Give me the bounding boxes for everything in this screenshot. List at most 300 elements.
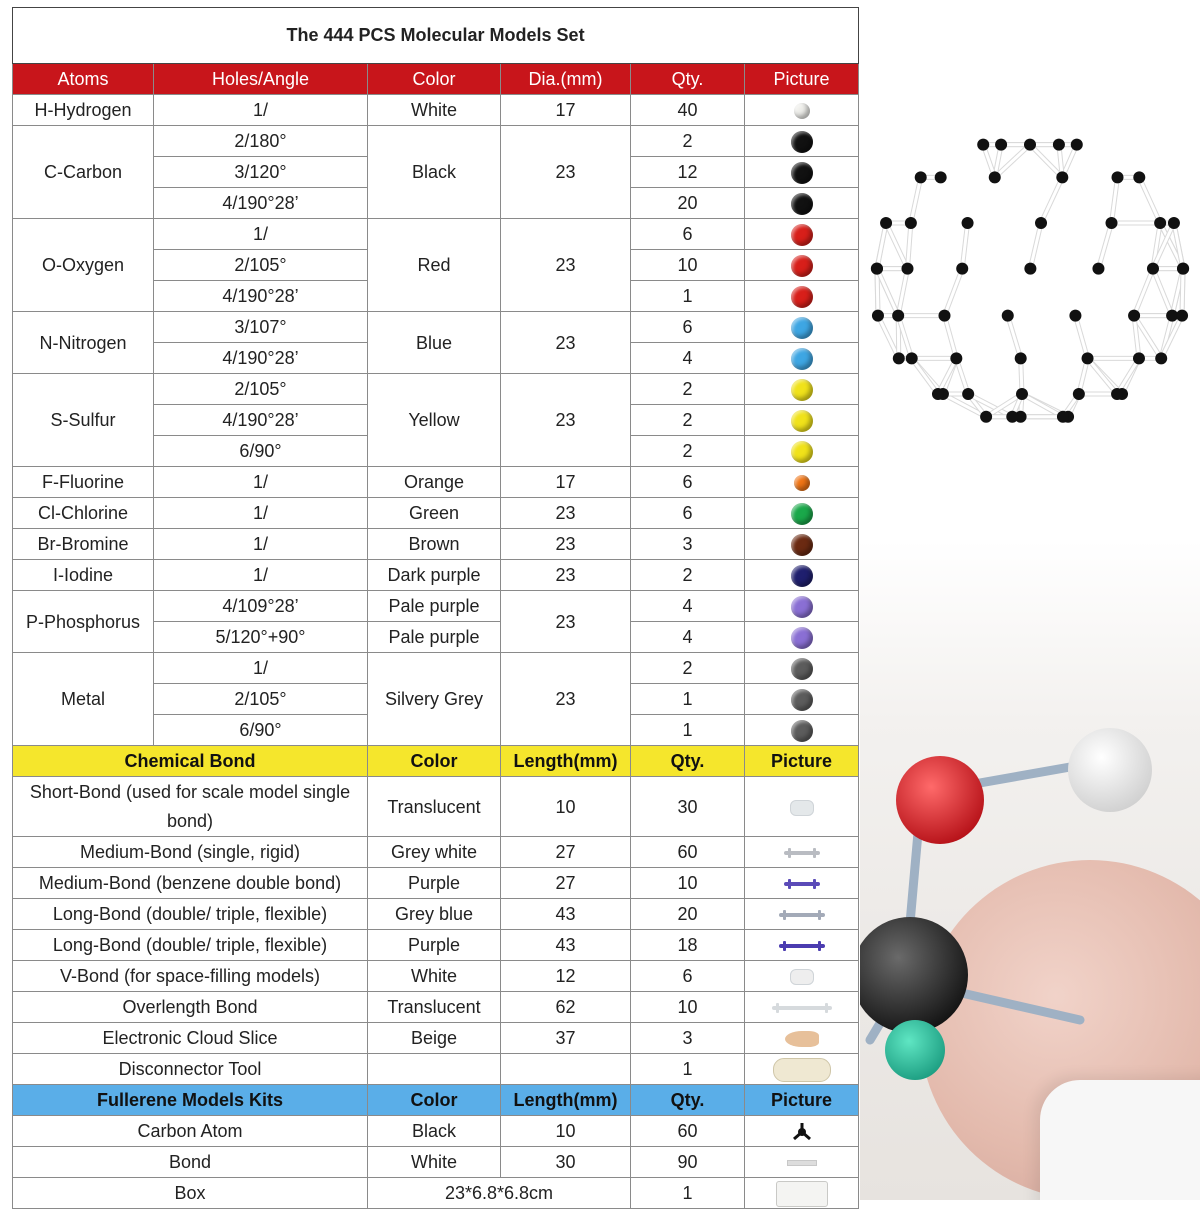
atom-ball-icon [791, 224, 813, 246]
bond-qty: 6 [631, 961, 745, 992]
fullerene-carbon-atom [1111, 388, 1123, 400]
bond-icon [787, 1160, 817, 1166]
atom-ball-icon [791, 689, 813, 711]
atom-picture [745, 188, 859, 219]
fullerene-carbon-atom [1133, 352, 1145, 364]
fullerene-carbon-atom [956, 263, 968, 275]
bond-length: 43 [501, 930, 631, 961]
molecule-model-image [860, 700, 1200, 1200]
atom-ball-icon [791, 565, 813, 587]
atom-ball-icon [794, 475, 810, 491]
atom-ball-icon [791, 410, 813, 432]
fullerene-color: White [368, 1147, 501, 1178]
bond-row [13, 992, 859, 1023]
fullerene-color: Black [368, 1116, 501, 1147]
holes-angle: 1/ [154, 219, 368, 250]
atom-row [13, 529, 859, 560]
bond-length: 43 [501, 899, 631, 930]
fullerene-carbon-atom [1106, 217, 1118, 229]
table-title: The 444 PCS Molecular Models Set [13, 8, 859, 64]
fullerene-header-cell: Fullerene Models Kits [13, 1085, 368, 1116]
bond-length: 37 [501, 1023, 631, 1054]
bond-color: Grey blue [368, 899, 501, 930]
atom-qty: 6 [631, 312, 745, 343]
fullerene-carbon-atom [935, 171, 947, 183]
atom-picture [745, 95, 859, 126]
holes-angle: 1/ [154, 498, 368, 529]
atom-picture [745, 467, 859, 498]
atom-qty: 20 [631, 188, 745, 219]
bond-name: V-Bond (for space-filling models) [13, 961, 368, 992]
atoms-header-cell: Picture [745, 64, 859, 95]
atoms-header-cell: Dia.(mm) [501, 64, 631, 95]
atom-diameter: 23 [501, 560, 631, 591]
holes-angle: 6/90° [154, 436, 368, 467]
bond-picture [745, 930, 859, 961]
atom-diameter: 23 [501, 219, 631, 312]
holes-angle: 1/ [154, 560, 368, 591]
atom-qty: 40 [631, 95, 745, 126]
bond-name: Medium-Bond (benzene double bond) [13, 868, 368, 899]
atom-ball-icon [791, 534, 813, 556]
atom-qty: 2 [631, 405, 745, 436]
fullerene-bond-rod-highlight [1134, 269, 1153, 316]
holes-angle: 4/190°28’ [154, 188, 368, 219]
bond-row [13, 868, 859, 899]
fullerene-bond-rod-highlight [1022, 394, 1063, 417]
fullerene-header-row [13, 1085, 859, 1116]
fullerene-dimensions: 23*6.8*6.8cm [368, 1178, 631, 1209]
atom-color: Green [368, 498, 501, 529]
atom-ball-icon [791, 317, 813, 339]
short-bond-icon [790, 800, 814, 816]
atom-ball-icon [794, 103, 810, 119]
atom-row [13, 591, 859, 622]
fullerene-carbon-atom [1024, 139, 1036, 151]
fullerene-row [13, 1147, 859, 1178]
long-bond-icon [779, 913, 825, 917]
atoms-header-cell: Atoms [13, 64, 154, 95]
atom-diameter: 17 [501, 95, 631, 126]
disconnector-tool-icon [773, 1058, 831, 1082]
atom-ball-icon [791, 596, 813, 618]
bond-row [13, 837, 859, 868]
atom-ball-icon [791, 658, 813, 680]
atom-qty: 1 [631, 281, 745, 312]
atom-name: H-Hydrogen [13, 95, 154, 126]
atom-qty: 4 [631, 343, 745, 374]
atom-qty: 2 [631, 560, 745, 591]
bond-name: Medium-Bond (single, rigid) [13, 837, 368, 868]
fullerene-qty: 90 [631, 1147, 745, 1178]
fullerene-carbon-atom [1056, 171, 1068, 183]
atom-color: Dark purple [368, 560, 501, 591]
atom-ball-icon [791, 193, 813, 215]
atom-ball-icon [791, 348, 813, 370]
carbon-atom-icon [791, 1121, 813, 1141]
atom-diameter: 17 [501, 467, 631, 498]
fullerene-bond-rod-highlight [1075, 316, 1087, 359]
fullerene-carbon-atom [1015, 352, 1027, 364]
holes-angle: 2/105° [154, 374, 368, 405]
fullerene-bond-rod-highlight [944, 269, 962, 316]
fullerene-carbon-atom [950, 352, 962, 364]
purple-bond-icon [784, 882, 820, 886]
atom-diameter: 23 [501, 374, 631, 467]
holes-angle: 3/107° [154, 312, 368, 343]
fullerene-name: Box [13, 1178, 368, 1209]
atom-name: F-Fluorine [13, 467, 154, 498]
fullerene-carbon-atom [872, 310, 884, 322]
atom-name: P-Phosphorus [13, 591, 154, 653]
fullerene-carbon-atom [1082, 352, 1094, 364]
fullerene-picture [745, 1147, 859, 1178]
holes-angle: 1/ [154, 467, 368, 498]
atom-row [13, 467, 859, 498]
bond-row [13, 930, 859, 961]
fullerene-carbon-atom [1002, 310, 1014, 322]
bond-color [368, 1054, 501, 1085]
atom-name: O-Oxygen [13, 219, 154, 312]
atom-name: N-Nitrogen [13, 312, 154, 374]
atom-row [13, 653, 859, 684]
holes-angle: 1/ [154, 653, 368, 684]
atom-qty: 4 [631, 622, 745, 653]
atom-qty: 1 [631, 684, 745, 715]
atoms-header-row [13, 64, 859, 95]
fullerene-qty: 1 [631, 1178, 745, 1209]
fullerene-bond-rod-highlight [944, 316, 956, 359]
fullerene-name: Bond [13, 1147, 368, 1178]
bond-picture [745, 837, 859, 868]
holes-angle: 2/105° [154, 250, 368, 281]
fullerene-row [13, 1178, 859, 1209]
fullerene-bond-rod-highlight [1008, 316, 1021, 359]
bond-picture [745, 992, 859, 1023]
atom-ball-icon [791, 162, 813, 184]
atom-qty: 6 [631, 467, 745, 498]
fullerene-bond-rod-highlight [898, 269, 907, 316]
holes-angle: 1/ [154, 95, 368, 126]
bond-color: Grey white [368, 837, 501, 868]
atom-picture [745, 684, 859, 715]
atom-row [13, 374, 859, 405]
bond-header-row [13, 746, 859, 777]
bond-name: Electronic Cloud Slice [13, 1023, 368, 1054]
atom-ball-icon [791, 627, 813, 649]
fullerene-picture [745, 1116, 859, 1147]
atom-picture [745, 343, 859, 374]
fullerene-carbon-atom [1016, 388, 1028, 400]
bond-name: Long-Bond (double/ triple, flexible) [13, 930, 368, 961]
fullerene-bond-rod-highlight [1088, 358, 1118, 394]
atom-qty: 3 [631, 529, 745, 560]
fullerene-qty: 60 [631, 1116, 745, 1147]
fullerene-bond-rod-highlight [912, 358, 938, 394]
atom-picture [745, 715, 859, 746]
atom-picture [745, 157, 859, 188]
atom-name: Metal [13, 653, 154, 746]
atom-color: Brown [368, 529, 501, 560]
atom-name: Br-Bromine [13, 529, 154, 560]
fullerene-carbon-atom [880, 217, 892, 229]
cloud-slice-icon [785, 1031, 819, 1047]
bond-length: 62 [501, 992, 631, 1023]
atom-diameter: 23 [501, 126, 631, 219]
fullerene-carbon-atom [1168, 217, 1180, 229]
parts-table [12, 7, 859, 1209]
medium-bond-icon [784, 851, 820, 855]
fullerene-carbon-atom [1155, 352, 1167, 364]
fullerene-carbon-atom [1177, 263, 1189, 275]
atom-qty: 2 [631, 374, 745, 405]
fullerene-carbon-atom [1073, 388, 1085, 400]
bond-qty: 1 [631, 1054, 745, 1085]
fullerene-bond-rod-highlight [1139, 177, 1160, 223]
fullerene-carbon-atom [995, 139, 1007, 151]
fullerene-length: 30 [501, 1147, 631, 1178]
holes-angle: 1/ [154, 529, 368, 560]
fullerene-carbon-atom [1057, 411, 1069, 423]
bond-header-cell: Qty. [631, 746, 745, 777]
holes-angle: 2/105° [154, 684, 368, 715]
fullerene-picture [745, 1178, 859, 1209]
fullerene-bond-rod-highlight [886, 223, 907, 269]
fullerene-carbon-atom [1128, 310, 1140, 322]
atom-qty: 12 [631, 157, 745, 188]
fullerene-carbon-atom [989, 171, 1001, 183]
bond-length: 12 [501, 961, 631, 992]
atom-picture [745, 436, 859, 467]
fullerene-model-image [860, 80, 1200, 500]
atom-ball-icon [791, 720, 813, 742]
bond-name: Short-Bond (used for scale model single bond) [13, 777, 368, 837]
atom-picture [745, 126, 859, 157]
fullerene-name: Carbon Atom [13, 1116, 368, 1147]
bond-header-cell: Length(mm) [501, 746, 631, 777]
bond-qty: 18 [631, 930, 745, 961]
bond-picture [745, 961, 859, 992]
product-photo [860, 0, 1200, 1200]
atom-picture [745, 219, 859, 250]
atom-name: I-Iodine [13, 560, 154, 591]
fullerene-length: 10 [501, 1116, 631, 1147]
bond-length: 27 [501, 868, 631, 899]
fullerene-header-cell: Color [368, 1085, 501, 1116]
fullerene-carbon-atom [1147, 263, 1159, 275]
bond-qty: 60 [631, 837, 745, 868]
atom-qty: 2 [631, 436, 745, 467]
holes-angle: 6/90° [154, 715, 368, 746]
bond-color: Purple [368, 868, 501, 899]
parts-table-wrapper [12, 7, 858, 1209]
box-icon [776, 1181, 828, 1207]
holes-angle: 4/190°28’ [154, 343, 368, 374]
fullerene-carbon-atom [1024, 263, 1036, 275]
fullerene-carbon-atom [1092, 263, 1104, 275]
atom-row [13, 219, 859, 250]
fullerene-carbon-atom [1112, 171, 1124, 183]
atom-name: C-Carbon [13, 126, 154, 219]
atom-qty: 6 [631, 219, 745, 250]
fullerene-carbon-atom [1006, 411, 1018, 423]
fullerene-bond-rod-highlight [1030, 223, 1041, 269]
fullerene-carbon-atom [980, 411, 992, 423]
atoms-header-cell: Color [368, 64, 501, 95]
atom-color: Silvery Grey [368, 653, 501, 746]
holes-angle: 2/180° [154, 126, 368, 157]
holes-angle: 4/190°28’ [154, 281, 368, 312]
bond-row [13, 1023, 859, 1054]
fullerene-carbon-atom [1154, 217, 1166, 229]
atom-qty: 6 [631, 498, 745, 529]
bond-name: Disconnector Tool [13, 1054, 368, 1085]
fullerene-bond-rod-highlight [911, 177, 921, 223]
fullerene-bond-rod-highlight [1041, 177, 1062, 223]
fullerene-bond-rod-highlight [1153, 269, 1172, 316]
atom-color: Orange [368, 467, 501, 498]
atom-picture [745, 281, 859, 312]
fullerene-carbon-atom [906, 352, 918, 364]
holes-angle: 4/190°28’ [154, 405, 368, 436]
atom-row [13, 126, 859, 157]
bond-qty: 30 [631, 777, 745, 837]
atom-ball-icon [791, 255, 813, 277]
bond-picture [745, 1054, 859, 1085]
bond-header-cell: Picture [745, 746, 859, 777]
atoms-header-cell: Holes/Angle [154, 64, 368, 95]
atom-picture [745, 529, 859, 560]
title-row [13, 8, 859, 64]
holes-angle: 4/109°28’ [154, 591, 368, 622]
atom-color: Pale purple [368, 591, 501, 622]
long-purple-bond-icon [779, 944, 825, 948]
atom-diameter: 23 [501, 653, 631, 746]
fullerene-header-cell: Qty. [631, 1085, 745, 1116]
fullerene-bond-rod-highlight [1098, 223, 1111, 269]
fullerene-carbon-atom [893, 352, 905, 364]
bond-length: 27 [501, 837, 631, 868]
fullerene-bond-rod-highlight [878, 316, 899, 359]
fullerene-header-cell: Picture [745, 1085, 859, 1116]
fullerene-carbon-atom [962, 388, 974, 400]
bond-row [13, 899, 859, 930]
bond-qty: 10 [631, 868, 745, 899]
fullerene-carbon-atom [977, 139, 989, 151]
atom-color: Pale purple [368, 622, 501, 653]
atom-ball-icon [791, 503, 813, 525]
bond-picture [745, 777, 859, 837]
bond-picture [745, 899, 859, 930]
atom-picture [745, 498, 859, 529]
atom-ball-icon [791, 131, 813, 153]
fullerene-carbon-atom [905, 217, 917, 229]
bond-row [13, 777, 859, 837]
atom-color: Black [368, 126, 501, 219]
atom-row [13, 560, 859, 591]
fullerene-row [13, 1116, 859, 1147]
atom-picture [745, 374, 859, 405]
bond-length: 10 [501, 777, 631, 837]
atom-qty: 10 [631, 250, 745, 281]
atom-diameter: 23 [501, 529, 631, 560]
atom-picture [745, 312, 859, 343]
atom-picture [745, 560, 859, 591]
fullerene-carbon-atom [892, 310, 904, 322]
bond-header-cell: Color [368, 746, 501, 777]
atom-diameter: 23 [501, 312, 631, 374]
bond-picture [745, 868, 859, 899]
fullerene-carbon-atom [1133, 171, 1145, 183]
bond-color: Translucent [368, 777, 501, 837]
bond-row [13, 1054, 859, 1085]
atom-name: Cl-Chlorine [13, 498, 154, 529]
v-bond-icon [790, 969, 814, 985]
bond-qty: 10 [631, 992, 745, 1023]
fullerene-bond-rod-highlight [877, 223, 886, 269]
bond-header-cell: Chemical Bond [13, 746, 368, 777]
fullerene-bond-rod-highlight [1182, 269, 1183, 316]
atom-row [13, 312, 859, 343]
bond-qty: 3 [631, 1023, 745, 1054]
atom-name: S-Sulfur [13, 374, 154, 467]
atom-row [13, 95, 859, 126]
bond-picture [745, 1023, 859, 1054]
atom-row [13, 498, 859, 529]
atom-qty: 1 [631, 715, 745, 746]
bond-color: White [368, 961, 501, 992]
bond-length [501, 1054, 631, 1085]
fullerene-carbon-atom [1069, 310, 1081, 322]
atom-color: Red [368, 219, 501, 312]
bond-row [13, 961, 859, 992]
fullerene-carbon-atom [1035, 217, 1047, 229]
fullerene-carbon-atom [938, 310, 950, 322]
fullerene-carbon-atom [1071, 139, 1083, 151]
atom-color: White [368, 95, 501, 126]
atom-diameter: 23 [501, 591, 631, 653]
atom-qty: 2 [631, 126, 745, 157]
bond-color: Purple [368, 930, 501, 961]
holes-angle: 5/120°+90° [154, 622, 368, 653]
atom-picture [745, 405, 859, 436]
bond-name: Long-Bond (double/ triple, flexible) [13, 899, 368, 930]
bond-name: Overlength Bond [13, 992, 368, 1023]
atom-ball-icon [791, 379, 813, 401]
fullerene-carbon-atom [901, 263, 913, 275]
holes-angle: 3/120° [154, 157, 368, 188]
fullerene-carbon-atom [932, 388, 944, 400]
bond-color: Translucent [368, 992, 501, 1023]
fullerene-carbon-atom [962, 217, 974, 229]
atom-diameter: 23 [501, 498, 631, 529]
atom-picture [745, 250, 859, 281]
fullerene-carbon-atom [1053, 139, 1065, 151]
bond-color: Beige [368, 1023, 501, 1054]
fullerene-carbon-atom [915, 171, 927, 183]
fullerene-header-cell: Length(mm) [501, 1085, 631, 1116]
atom-color: Blue [368, 312, 501, 374]
atom-picture [745, 622, 859, 653]
atoms-header-cell: Qty. [631, 64, 745, 95]
atom-qty: 4 [631, 591, 745, 622]
fullerene-carbon-atom [871, 263, 883, 275]
atom-color: Yellow [368, 374, 501, 467]
overlength-bond-icon [772, 1006, 832, 1010]
atom-ball-icon [791, 286, 813, 308]
atom-picture [745, 591, 859, 622]
bond-qty: 20 [631, 899, 745, 930]
